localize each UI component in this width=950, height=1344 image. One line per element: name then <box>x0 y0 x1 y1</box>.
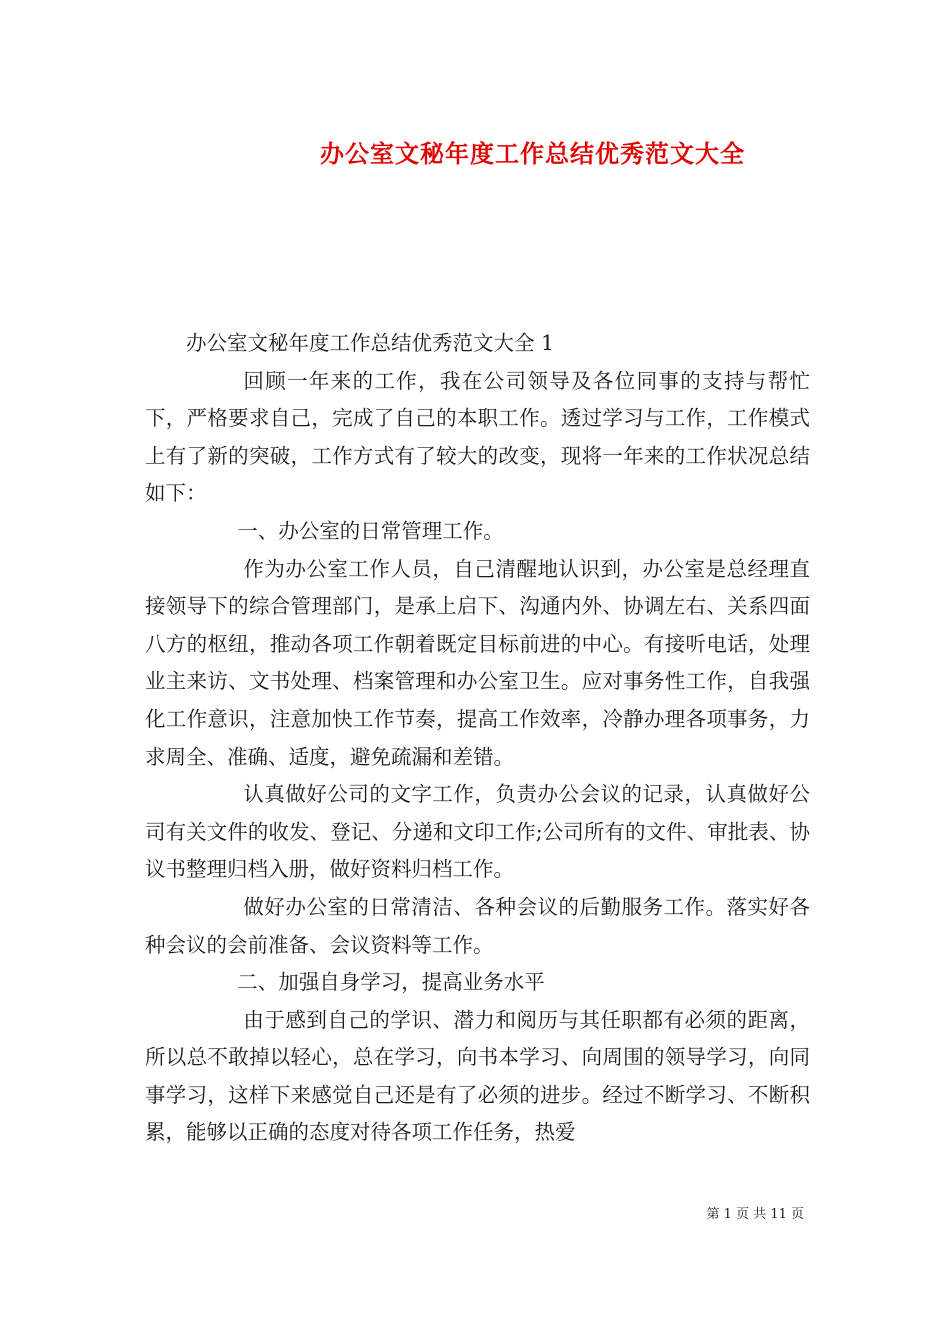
paragraph-cleaning: 做好办公室的日常清洁、各种会议的后勤服务工作。落实好各种会议的会前准备、会议资料等工作。 <box>145 894 810 957</box>
document-body <box>145 325 810 1152</box>
section-title: 办公室文秘年度工作总结优秀范文大全 1 <box>186 331 555 355</box>
document-title: 办公室文秘年度工作总结优秀范文大全 <box>320 139 745 168</box>
paragraph-intro: 回顾一年来的工作，我在公司领导及各位同事的支持与帮忙下，严格要求自己，完成了自己的本职工作。透过学习与工作，工作模式上有了新的突破，工作方式有了较大的改变，现将一年来的工作状况总结如下： <box>145 368 810 506</box>
paragraph-office-role: 作为办公室工作人员，自己清醒地认识到，办公室是总经理直接领导下的综合管理部门，是承上启下、沟通内外、协调左右、关系四面八方的枢纽，推动各项工作朝着既定目标前进的中心。有接听电话，处理业主来访、文书处理、档案管理和办公室卫生。应对事务性工作，自我强化工作意识，注意加快工作节奏，提高工作效率，冷静办理各项事务，力求周全、准确、适度，避免疏漏和差错。 <box>145 556 810 769</box>
sub-heading-2: 二、加强自身学习，提高业务水平 <box>237 970 545 995</box>
sub-heading-1: 一、办公室的日常管理工作。 <box>237 518 504 543</box>
paragraph-learning: 由于感到自己的学识、潜力和阅历与其任职都有必须的距离，所以总不敢掉以轻心，总在学习，向书本学习、向周围的领导学习，向同事学习，这样下来感觉自己还是有了必须的进步。经过不断学习、不断积累，能够以正确的态度对待各项工作任务，热爱 <box>145 1007 810 1145</box>
page-number-footer: 第 1 页 共 11 页 <box>706 1207 804 1222</box>
paragraph-documents: 认真做好公司的文字工作，负责办公会议的记录，认真做好公司有关文件的收发、登记、分递和文印工作;公司所有的文件、审批表、协议书整理归档入册，做好资料归档工作。 <box>145 782 810 882</box>
